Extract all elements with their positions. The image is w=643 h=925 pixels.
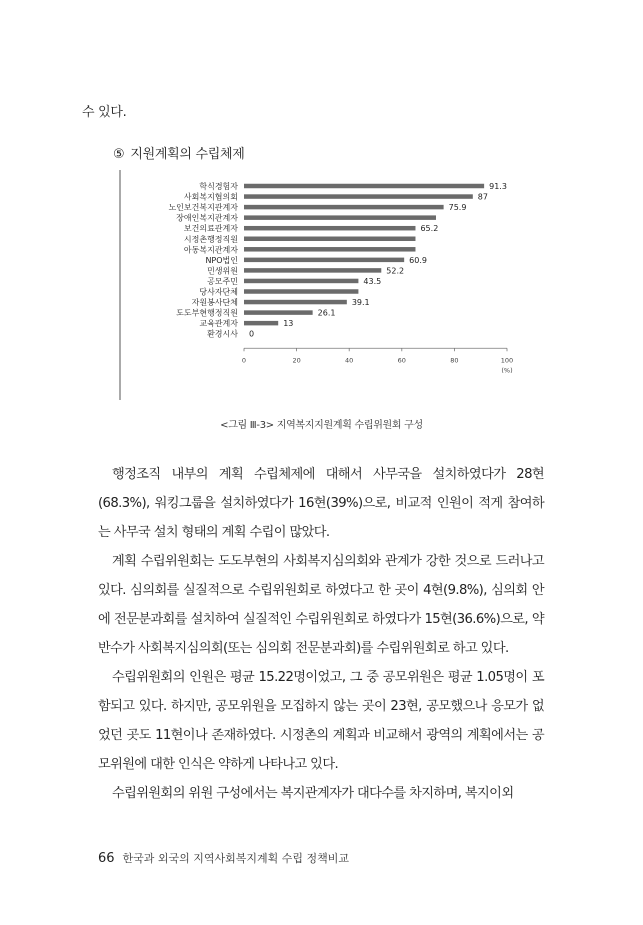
- data-label: 75.9: [448, 203, 467, 213]
- subhead-number: ⑤: [113, 147, 125, 162]
- bar-chart: [118, 168, 528, 408]
- bar: [244, 194, 473, 199]
- x-tick-label: 80: [450, 356, 459, 365]
- category-label: 도도부현행정직원: [176, 308, 238, 318]
- category-label: 보건의료관계자: [183, 224, 238, 234]
- paragraph: 수립위원회의 인원은 평균 15.22명이었고, 그 중 공모위원은 평균 1.05명이 포함되고 있다. 하지만, 공모위원을 모집하지 않는 곳이 23현, 공모했으나 응모가 없었던 곳도 11현이나 존재하였다. 시정촌의 계획과 비교해서 광역의 계획에서는 공모위원에 대한 인식은 약하게 나타나고 있다.: [98, 670, 544, 772]
- category-label: 사회복지협의회: [183, 192, 238, 202]
- category-label: 노인보건복지관계자: [168, 203, 238, 213]
- data-label: 91.3: [489, 182, 507, 191]
- figure-caption: <그림 Ⅲ-3> 지역복지지원계획 수립위원회 구성: [220, 420, 423, 431]
- category-label: 시정촌행정직원: [183, 234, 238, 244]
- bar: [244, 247, 415, 252]
- category-label: 공모주민: [207, 276, 238, 286]
- category-label: 민생위원: [207, 266, 238, 276]
- x-tick-label: 20: [292, 356, 301, 365]
- bar: [244, 289, 358, 294]
- bar: [244, 226, 415, 231]
- x-tick-label: 0: [241, 356, 247, 365]
- data-label: 39.1: [351, 298, 370, 308]
- data-label: 26.1: [317, 308, 336, 318]
- x-axis-unit: (%): [501, 366, 513, 375]
- category-label: 학식경험자: [199, 182, 238, 191]
- bar: [244, 268, 381, 273]
- body-text: [98, 460, 544, 808]
- paragraph: 계획 수립위원회는 도도부현의 사회복지심의회와 관계가 강한 것으로 드러나고 있다. 심의회를 실질적으로 수립위원회로 하였다고 한 곳이 4현(9.8%), 심의회 안에 전문분과회를 설치하여 실질적인 수립위원회로 하였다가 15현(36.6%)으로, 약 반수가 사회복지심의회(또는 심의회 전문분과회)를 수립위원회로 하고 있다.: [98, 554, 544, 656]
- subhead-text: 지원계획의 수립체제: [130, 147, 245, 162]
- data-label: 65.2: [420, 224, 439, 234]
- data-label: 13: [283, 319, 294, 329]
- bar: [244, 279, 358, 284]
- bar: [244, 205, 444, 210]
- data-label: 87: [477, 192, 488, 202]
- x-tick-label: 60: [397, 356, 406, 365]
- bar: [244, 300, 347, 305]
- bar: [244, 258, 404, 263]
- top-line: 수 있다.: [82, 105, 127, 120]
- data-label: 0: [249, 329, 255, 339]
- x-tick-label: 40: [345, 356, 354, 365]
- page-footer: [98, 850, 349, 866]
- x-tick-label: 100: [500, 356, 514, 365]
- category-label: 환경시사: [207, 329, 238, 339]
- category-label: 장애인복지관계자: [176, 213, 238, 223]
- paragraph: 수립위원회의 위원 구성에서는 복지관계자가 대다수를 차지하며, 복지이외: [112, 786, 514, 801]
- paragraph: 행정조직 내부의 계획 수립체제에 대해서 사무국을 설치하였다가 28현(68.3%), 워킹그룹을 설치하였다가 16현(39%)으로, 비교적 인원이 적게 참여하는 사무국 설치 형태의 계획 수립이 많았다.: [98, 467, 544, 540]
- data-label: 52.2: [386, 266, 405, 276]
- category-label: NPO법인: [205, 255, 238, 265]
- bar: [244, 310, 313, 315]
- category-label: 자원봉사단체: [191, 298, 238, 308]
- category-label: 교육관계자: [199, 319, 238, 329]
- bar: [244, 184, 484, 189]
- data-label: 43.5: [363, 276, 382, 286]
- category-label: 아동복지관계자: [183, 245, 238, 255]
- data-label: 60.9: [409, 255, 427, 265]
- category-label: 당사자단체: [199, 287, 238, 297]
- bar: [244, 237, 415, 242]
- section-subheading: [113, 143, 245, 162]
- footer-title: 한국과 외국의 지역사회복지계획 수립 정책비교: [122, 852, 350, 865]
- page-number: 66: [98, 851, 115, 866]
- bar: [244, 215, 436, 220]
- bar: [244, 321, 278, 326]
